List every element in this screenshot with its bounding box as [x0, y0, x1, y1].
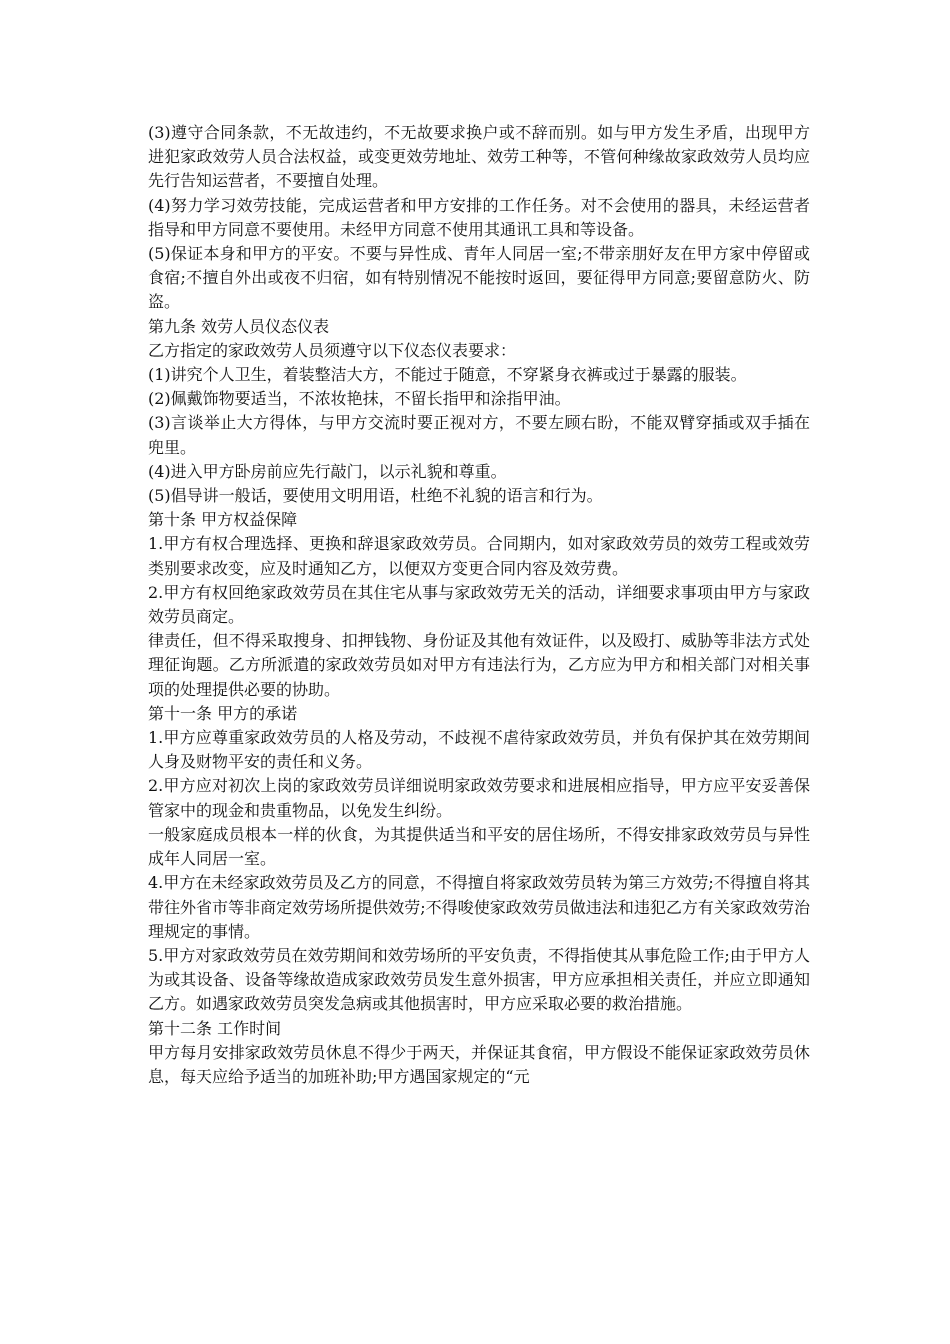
clause-10-item-1: 1.甲方有权合理选择、更换和辞退家政效劳员。合同期内，如对家政效劳员的效劳工程或效劳类别要求改变，应及时通知乙方，以便双方变更合同内容及效劳费。 [148, 534, 810, 578]
clause-10-item-2: 2.甲方有权回绝家政效劳员在其住宅从事与家政效劳无关的活动，详细要求事项由甲方与家政效劳员商定。 [148, 582, 810, 627]
clause-12-body: 甲方每月安排家政效劳员休息不得少于两天，并保证其食宿，甲方假设不能保证家政效劳员休息，每天应给予适当的加班补助;甲方遇国家规定的“元 [148, 1042, 810, 1086]
clause-9-item-5: (5)倡导讲一般话，要使用文明用语，杜绝不礼貌的语言和行为。 [148, 486, 603, 506]
clause-8-item-4: (4)努力学习效劳技能，完成运营者和甲方安排的工作任务。对不会使用的器具，未经运营者指导和甲方同意不要使用。未经甲方同意不使用其通讯工具和等设备。 [148, 195, 810, 239]
clause-11-heading: 第十一条 甲方的承诺 [148, 703, 298, 723]
clause-8-item-5: (5)保证本身和甲方的平安。不要与异性成、青年人同居一室;不带亲朋好友在甲方家中停留或食宿;不擅自外出或夜不归宿，如有特别情况不能按时返回，要征得甲方同意;要留意防火、防盗。 [148, 244, 810, 312]
clause-9-intro: 乙方指定的家政效劳人员须遵守以下仪态仪表要求： [148, 340, 517, 360]
clause-8-item-3: (3)遵守合同条款，不无故违约，不无故要求换户或不辞而别。如与甲方发生矛盾，出现甲方进犯家政效劳人员合法权益，或变更效劳地址、效劳工种等，不管何种缘故家政效劳人员均应先行告知运营者，不要擅自处理。 [148, 123, 810, 191]
clause-9-item-1: (1)讲究个人卫生，着装整洁大方，不能过于随意，不穿紧身衣裤或过于暴露的服装。 [148, 365, 747, 385]
clause-10-heading: 第十条 甲方权益保障 [148, 510, 298, 530]
clause-9-item-4: (4)进入甲方卧房前应先行敲门，以示礼貌和尊重。 [148, 461, 507, 481]
clause-11-item-4: 4.甲方在未经家政效劳员及乙方的同意，不得擅自将家政效劳员转为第三方效劳;不得擅自将其带往外省市等非商定效劳场所提供效劳;不得唆使家政效劳员做违法和违犯乙方有关家政效劳治理规定的事情。 [148, 873, 810, 941]
clause-11-continuation: 一般家庭成员根本一样的伙食，为其提供适当和平安的居住场所，不得安排家政效劳员与异性成年人同居一室。 [148, 824, 810, 869]
clause-10-continuation: 律责任，但不得采取搜身、扣押钱物、身份证及其他有效证件，以及殴打、威胁等非法方式处理征询题。乙方所派遣的家政效劳员如对甲方有违法行为，乙方应为甲方和相关部门对相关事项的处理提供必要的协助。 [148, 631, 810, 699]
clause-11-item-2: 2.甲方应对初次上岗的家政效劳员详细说明家政效劳要求和进展相应指导，甲方应平安妥善保管家中的现金和贵重物品，以免发生纠纷。 [148, 776, 810, 820]
document-page [148, 121, 810, 1089]
clause-9-item-3: (3)言谈举止大方得体，与甲方交流时要正视对方，不要左顾右盼，不能双臂穿插或双手插在兜里。 [148, 413, 810, 457]
clause-11-item-5: 5.甲方对家政效劳员在效劳期间和效劳场所的平安负责，不得指使其从事危险工作;由于甲方人为或其设备、设备等缘故造成家政效劳员发生意外损害，甲方应承担相关责任，并应立即通知乙方。如遇家政效劳员突发急病或其他损害时，甲方应采取必要的救治措施。 [148, 945, 810, 1014]
clause-12-heading: 第十二条 工作时间 [148, 1018, 282, 1038]
clause-9-item-2: (2)佩戴饰物要适当，不浓妆艳抹，不留长指甲和涂指甲油。 [148, 389, 571, 409]
clause-11-item-1: 1.甲方应尊重家政效劳员的人格及劳动，不歧视不虐待家政效劳员，并负有保护其在效劳期间人身及财物平安的责任和义务。 [148, 728, 810, 772]
clause-9-heading: 第九条 效劳人员仪态仪表 [148, 316, 330, 336]
